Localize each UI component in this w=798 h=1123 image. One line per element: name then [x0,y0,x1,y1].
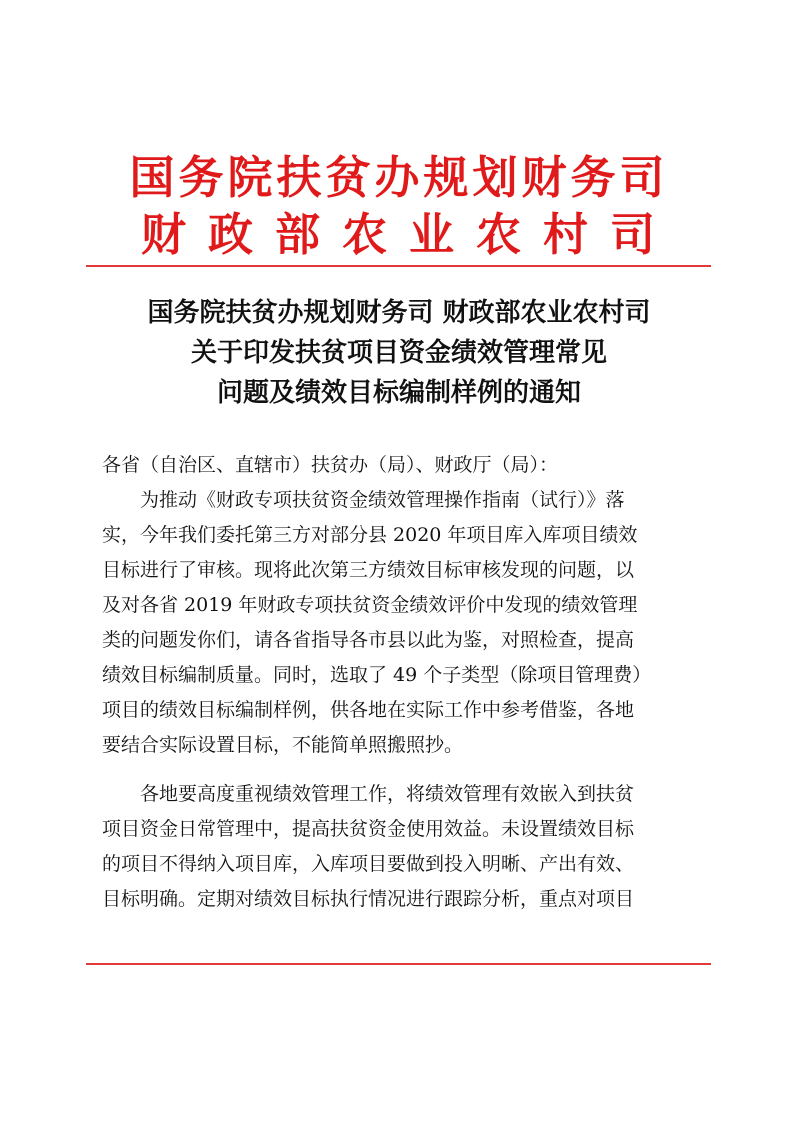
title-line-3: 问题及绩效目标编制样例的通知 [216,378,581,408]
paragraph-1 [102,483,702,763]
document-title [0,293,798,413]
paragraph-1-line: 绩效目标编制质量。同时，选取了 49 个子类型（除项目管理费） [102,664,652,686]
issuing-org-line-2: 财政部农业农村司 [140,208,677,261]
paragraph-2-line: 各地要高度重视绩效管理工作，将绩效管理有效嵌入到扶贫 [140,783,635,805]
paragraph-2-line: 的项目不得纳入项目库，入库项目要做到投入明晰、产出有效、 [102,853,635,875]
salutation: 各省（自治区、直辖市）扶贫办（局）、财政厅（局）： [102,454,559,476]
paragraph-1-line: 要结合实际设置目标，不能简单照搬照抄。 [102,734,464,756]
title-line-1: 国务院扶贫办规划财务司 财政部农业农村司 [147,298,651,328]
paragraph-2 [102,777,702,917]
paragraph-1-line: 实，今年我们委托第三方对部分县 2020 年项目库入库项目绩效 [102,524,638,546]
paragraph-1-line: 目标进行了审核。现将此次第三方绩效目标审核发现的问题，以 [102,559,635,581]
paragraph-1-line: 项目的绩效目标编制样例，供各地在实际工作中参考借鉴，各地 [102,699,635,721]
paragraph-2-line: 项目资金日常管理中，提高扶贫资金使用效益。未设置绩效目标 [102,818,635,840]
page-top-edge [0,0,798,6]
issuing-org-line-1: 国务院扶贫办规划财务司 [129,151,669,204]
paragraph-1-line: 为推动《财政专项扶贫资金绩效管理操作指南（试行）》落 [140,489,625,511]
document-header [0,150,798,264]
header-red-rule [86,265,711,267]
footer-red-rule [86,963,711,965]
paragraph-2-line: 目标明确。定期对绩效目标执行情况进行跟踪分析，重点对项目 [102,888,635,910]
document-body [102,448,702,917]
title-line-2: 关于印发扶贫项目资金绩效管理常见 [190,338,607,368]
paragraph-1-line: 类的问题发你们，请各省指导各市县以此为鉴，对照检查，提高 [102,629,635,651]
paragraph-1-line: 及对各省 2019 年财政专项扶贫资金绩效评价中发现的绩效管理 [102,594,638,616]
